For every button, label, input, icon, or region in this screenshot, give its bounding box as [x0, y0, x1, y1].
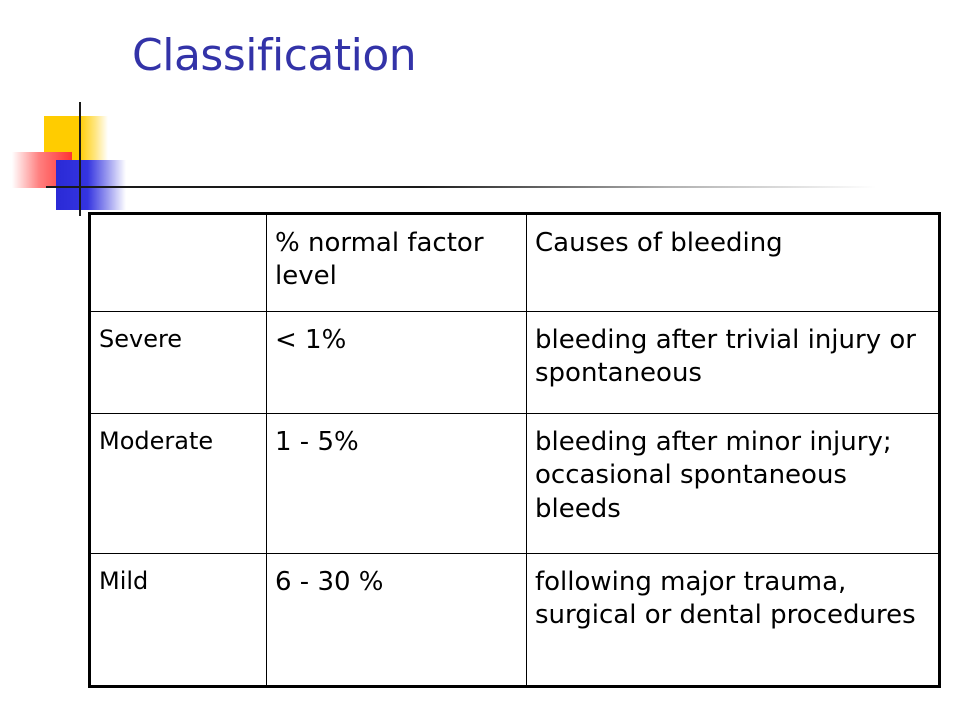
factor-level-cell: < 1% [267, 312, 527, 414]
table-header-cell: % normal factor level [267, 214, 527, 312]
bleeding-cause-cell: following major trauma, surgical or dental procedures [527, 554, 940, 687]
table-header-row [90, 214, 940, 312]
bleeding-cause-cell: bleeding after trivial injury or spontaneous [527, 312, 940, 414]
table-header-cell [90, 214, 267, 312]
classification-table [88, 212, 941, 688]
table-row [90, 414, 940, 554]
blue-square-decoration [56, 160, 126, 210]
table-row [90, 312, 940, 414]
table-header-cell: Causes of bleeding [527, 214, 940, 312]
vertical-rule-decoration [79, 102, 81, 216]
severity-cell: Moderate [90, 414, 267, 554]
table-row [90, 554, 940, 687]
bleeding-cause-cell: bleeding after minor injury; occasional spontaneous bleeds [527, 414, 940, 554]
slide-title: Classification [132, 30, 417, 81]
severity-cell: Mild [90, 554, 267, 687]
severity-cell: Severe [90, 312, 267, 414]
horizontal-rule-decoration [46, 186, 876, 188]
factor-level-cell: 1 - 5% [267, 414, 527, 554]
factor-level-cell: 6 - 30 % [267, 554, 527, 687]
